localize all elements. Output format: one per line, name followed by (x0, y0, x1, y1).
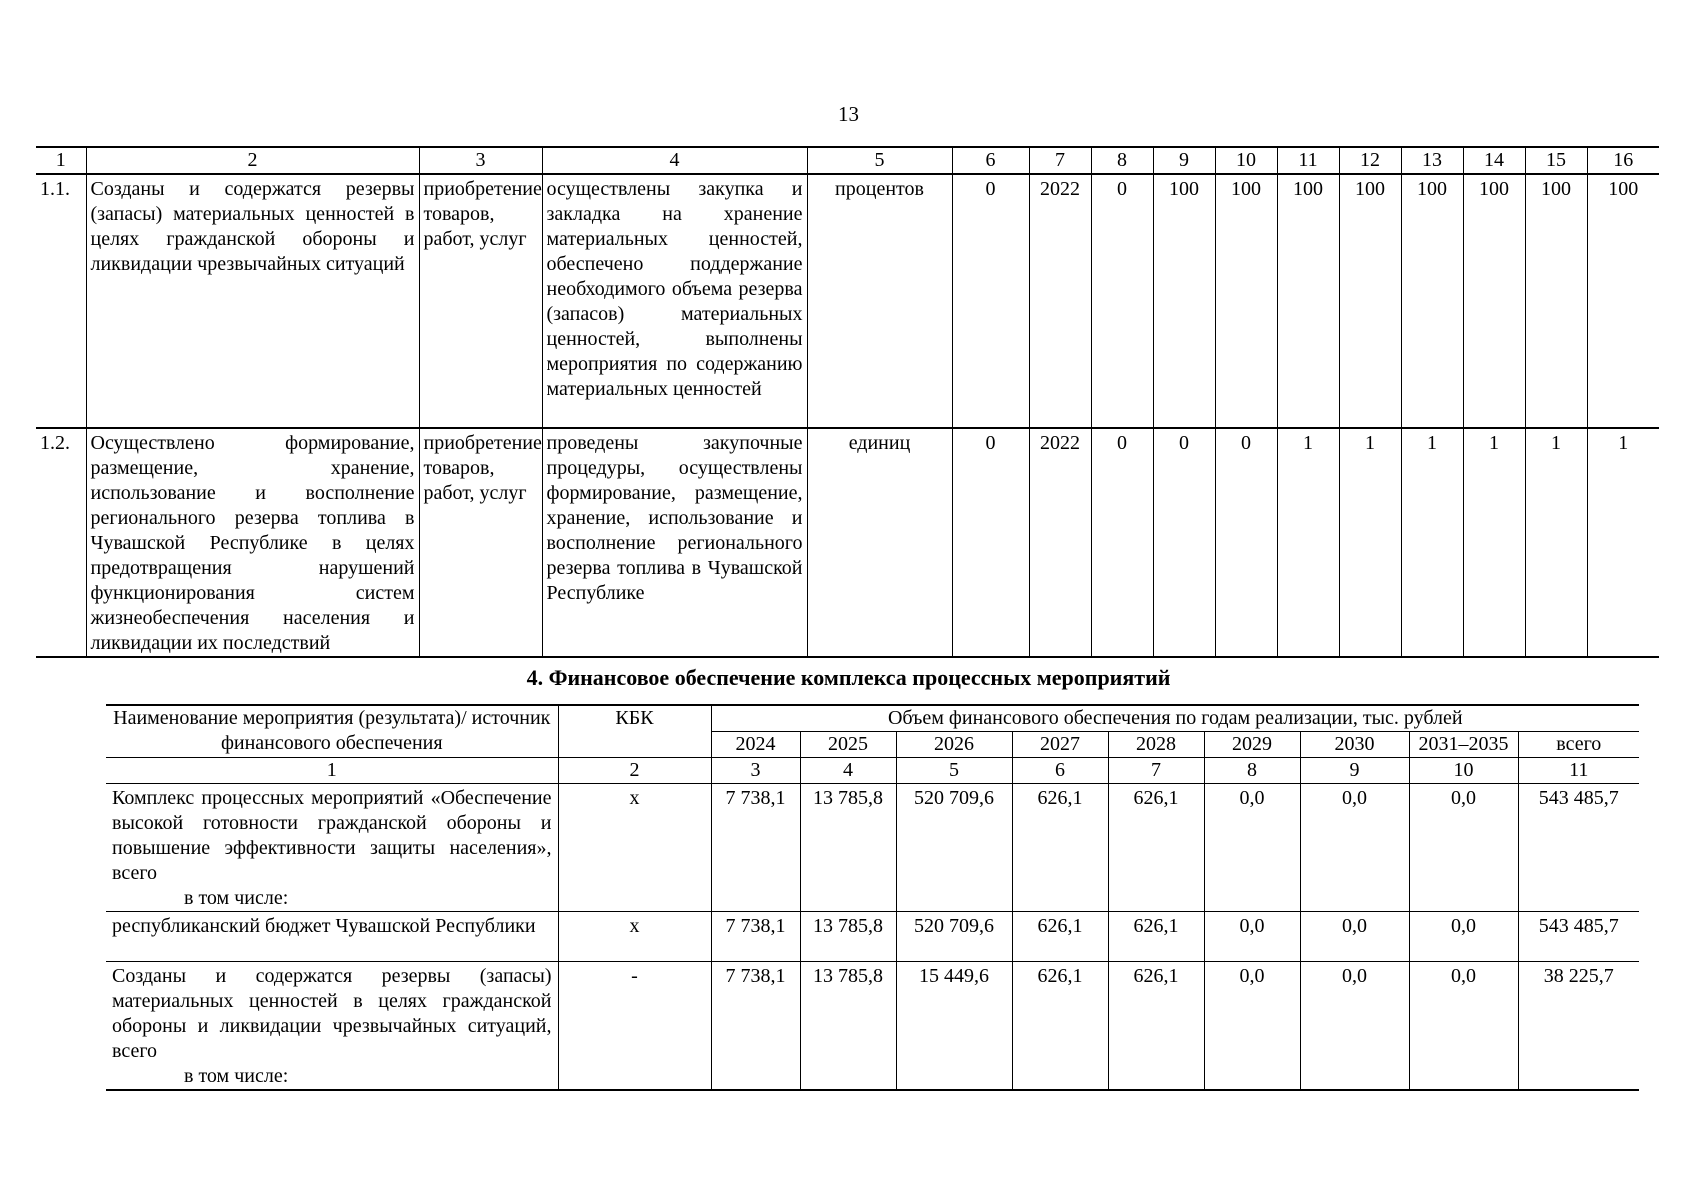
value-cell: 0 (952, 174, 1029, 428)
amount-cell: 0,0 (1204, 912, 1300, 962)
value-cell: 100 (1215, 174, 1277, 428)
amount-cell: 15 449,6 (896, 962, 1012, 1091)
activity-name-header: Наименование мероприятия (результата)/ источник финансового обеспечения (106, 705, 558, 758)
value-cell: 2022 (1029, 174, 1091, 428)
financing-volume-header: Объем финансового обеспечения по годам реализации, тыс. рублей (711, 705, 1639, 732)
amount-cell: 626,1 (1012, 784, 1108, 912)
column-number: 10 (1409, 758, 1518, 784)
row-number: 1.2. (36, 428, 86, 657)
column-number: 8 (1091, 147, 1153, 174)
financing-header-row (106, 705, 1639, 732)
column-number: 16 (1587, 147, 1659, 174)
amount-cell: 7 738,1 (711, 962, 800, 1091)
value-cell: 0 (952, 428, 1029, 657)
value-cell: 100 (1277, 174, 1339, 428)
section-title: 4. Финансовое обеспечение комплекса процессных мероприятий (526, 665, 1171, 690)
total-cell: 543 485,7 (1518, 784, 1639, 912)
activity-name (106, 962, 558, 1091)
column-numbers-row (106, 758, 1639, 784)
value-cell: 0 (1215, 428, 1277, 657)
year-header: 2025 (800, 732, 896, 758)
kbk-cell: х (558, 784, 711, 912)
row-number: 1.1. (36, 174, 86, 428)
value-cell: 0 (1153, 428, 1215, 657)
column-number: 15 (1525, 147, 1587, 174)
amount-cell: 0,0 (1204, 962, 1300, 1091)
value-cell: 1 (1525, 428, 1587, 657)
amount-cell: 7 738,1 (711, 784, 800, 912)
column-number: 9 (1153, 147, 1215, 174)
value-cell: 2022 (1029, 428, 1091, 657)
amount-cell: 626,1 (1108, 784, 1204, 912)
year-header: 2024 (711, 732, 800, 758)
amount-cell: 626,1 (1108, 912, 1204, 962)
value-cell: 1 (1463, 428, 1525, 657)
amount-cell: 520 709,6 (896, 784, 1012, 912)
value-cell: 100 (1463, 174, 1525, 428)
amount-cell: 13 785,8 (800, 962, 896, 1091)
column-number: 6 (1012, 758, 1108, 784)
column-number: 3 (419, 147, 542, 174)
column-number: 2 (558, 758, 711, 784)
column-number: 9 (1300, 758, 1409, 784)
result-type: приобретение товаров, работ, услуг (419, 428, 542, 657)
column-number: 11 (1518, 758, 1639, 784)
kbk-cell: - (558, 962, 711, 1091)
column-number: 4 (542, 147, 807, 174)
column-number: 3 (711, 758, 800, 784)
value-cell: 100 (1587, 174, 1659, 428)
total-cell: 38 225,7 (1518, 962, 1639, 1091)
amount-cell: 0,0 (1409, 962, 1518, 1091)
value-cell: 0 (1091, 174, 1153, 428)
column-number: 4 (800, 758, 896, 784)
unit: единиц (807, 428, 952, 657)
value-cell: 100 (1153, 174, 1215, 428)
result-name: Созданы и содержатся резервы (запасы) материальных ценностей в целях гражданской обороны и ликвидации чрезвычайных ситуаций (86, 174, 419, 428)
result-description: осуществлены закупка и закладка на хранение материальных ценностей, обеспечено поддержание необходимого объема резерва (запасов) материальных ценностей, выполнены мероприятия по содержанию материальных ценностей (542, 174, 807, 428)
indicators-header-row (36, 147, 1659, 174)
amount-cell: 626,1 (1108, 962, 1204, 1091)
activity-name (106, 912, 558, 962)
column-number: 1 (36, 147, 86, 174)
result-type: приобретение товаров, работ, услуг (419, 174, 542, 428)
year-header: 2027 (1012, 732, 1108, 758)
amount-cell: 0,0 (1409, 784, 1518, 912)
result-description: проведены закупочные процедуры, осуществлены формирование, размещение, хранение, использование и восполнение регионального резерва топлива в Чувашской Республике (542, 428, 807, 657)
page-number: 13 (838, 102, 859, 126)
column-number: 13 (1401, 147, 1463, 174)
financing-table (106, 704, 1639, 1091)
kbk-cell: х (558, 912, 711, 962)
value-cell: 1 (1587, 428, 1659, 657)
amount-cell: 520 709,6 (896, 912, 1012, 962)
column-number: 2 (86, 147, 419, 174)
result-name: Осуществлено формирование, размещение, хранение, использование и восполнение регионального резерва топлива в Чувашской Республике в целях предотвращения нарушений функционирования систем жизнеобеспечения населения и ликвидации их последствий (86, 428, 419, 657)
amount-cell: 13 785,8 (800, 784, 896, 912)
activity-name (106, 784, 558, 912)
amount-cell: 626,1 (1012, 962, 1108, 1091)
year-header: 2029 (1204, 732, 1300, 758)
year-header: 2031–2035 (1409, 732, 1518, 758)
activity-name-text: республиканский бюджет Чувашской Республики (112, 915, 536, 937)
unit: процентов (807, 174, 952, 428)
activity-name-text: Созданы и содержатся резервы (запасы) материальных ценностей в целях гражданской обороны и ликвидации чрезвычайных ситуаций, всего (112, 965, 552, 1062)
column-number: 14 (1463, 147, 1525, 174)
amount-cell: 0,0 (1300, 912, 1409, 962)
activity-sub-label: в том числе: (184, 1065, 289, 1087)
column-number: 7 (1108, 758, 1204, 784)
amount-cell: 626,1 (1012, 912, 1108, 962)
column-number: 1 (106, 758, 558, 784)
column-number: 5 (807, 147, 952, 174)
column-number: 10 (1215, 147, 1277, 174)
value-cell: 0 (1091, 428, 1153, 657)
amount-cell: 0,0 (1300, 962, 1409, 1091)
indicators-table (36, 146, 1659, 658)
year-header: 2030 (1300, 732, 1409, 758)
kbk-header: КБК (558, 705, 711, 758)
activity-name-text: Комплекс процессных мероприятий «Обеспечение высокой готовности гражданской обороны и повышение эффективности защиты населения», всего (112, 787, 552, 884)
value-cell: 100 (1525, 174, 1587, 428)
amount-cell: 0,0 (1409, 912, 1518, 962)
table-row (106, 912, 1639, 962)
value-cell: 1 (1401, 428, 1463, 657)
value-cell: 100 (1339, 174, 1401, 428)
total-cell: 543 485,7 (1518, 912, 1639, 962)
table-row (106, 962, 1639, 1091)
column-number: 11 (1277, 147, 1339, 174)
table-row (36, 428, 1659, 657)
value-cell: 100 (1401, 174, 1463, 428)
total-header: всего (1518, 732, 1639, 758)
amount-cell: 0,0 (1300, 784, 1409, 912)
amount-cell: 13 785,8 (800, 912, 896, 962)
value-cell: 1 (1277, 428, 1339, 657)
column-number: 8 (1204, 758, 1300, 784)
table-row (106, 784, 1639, 912)
column-number: 7 (1029, 147, 1091, 174)
value-cell: 1 (1339, 428, 1401, 657)
column-number: 5 (896, 758, 1012, 784)
amount-cell: 7 738,1 (711, 912, 800, 962)
year-header: 2028 (1108, 732, 1204, 758)
year-header: 2026 (896, 732, 1012, 758)
column-number: 6 (952, 147, 1029, 174)
table-row (36, 174, 1659, 428)
amount-cell: 0,0 (1204, 784, 1300, 912)
column-number: 12 (1339, 147, 1401, 174)
activity-sub-label: в том числе: (184, 887, 289, 909)
